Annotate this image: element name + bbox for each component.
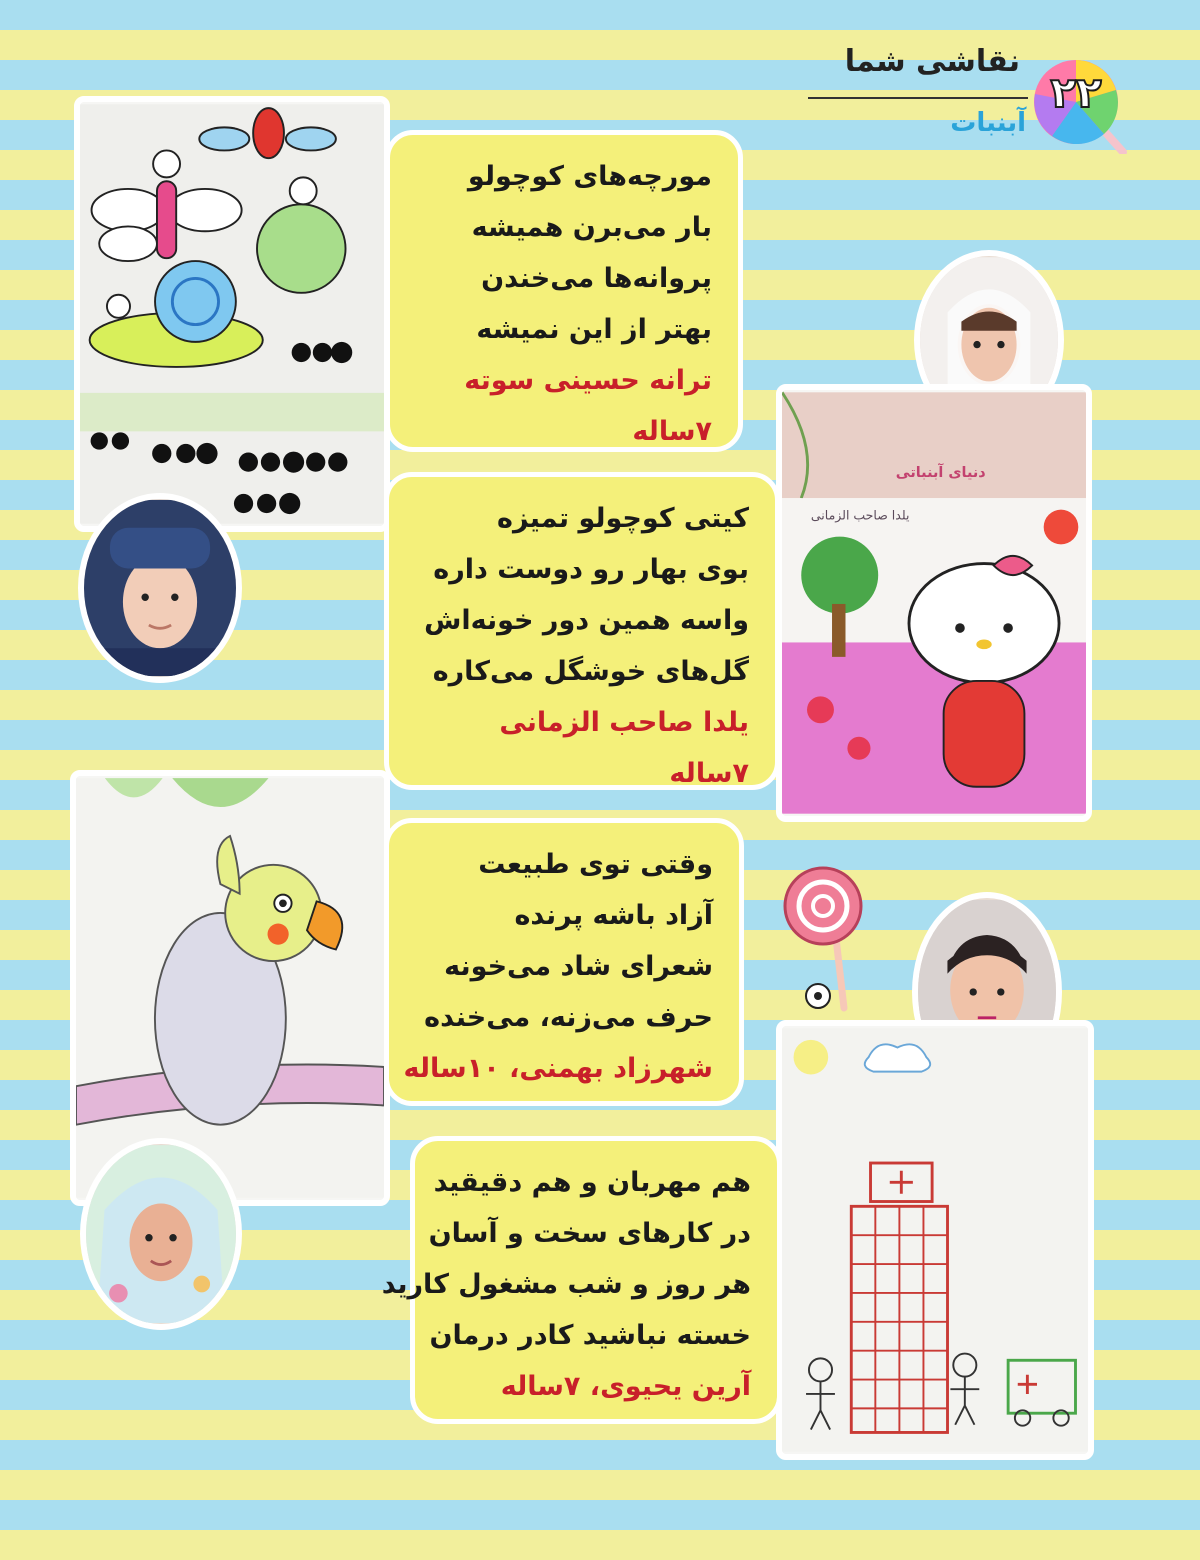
- kitty-signature: یلدا صاحب الزمانی: [810, 507, 910, 523]
- poem-line: مورچه‌های کوچولو: [467, 161, 712, 192]
- poem-line: بار می‌برن همیشه: [471, 212, 712, 243]
- poem-line: آزاد باشه پرنده: [514, 900, 713, 931]
- drawing-hospital: [776, 1020, 1094, 1460]
- portrait-tarane: [78, 493, 242, 683]
- poem-line: پروانه‌ها می‌خندن: [481, 263, 712, 294]
- author-name: یلدا صاحب الزمانی: [499, 707, 749, 738]
- author-name: آرین یحیوی، ۷ساله: [500, 1371, 751, 1402]
- lollipop-decoration-icon: [778, 858, 878, 1018]
- poem-line: بوی بهار رو دوست داره: [433, 554, 749, 585]
- drawing-parrot: [70, 770, 390, 1206]
- page-number: ۲۲: [1050, 68, 1102, 117]
- drawing-kitty: [776, 384, 1092, 822]
- poem-line: وقتی توی طبیعت: [478, 849, 713, 880]
- author-age: ۷ساله: [669, 758, 749, 789]
- poem-line: خسته نباشید کادر درمان: [429, 1320, 751, 1351]
- section-title: نقاشی شما: [844, 44, 1020, 79]
- poem-line: شعرای شاد می‌خونه: [444, 951, 713, 982]
- author-name: شهرزاد بهمنی، ۱۰ساله: [403, 1053, 713, 1084]
- poem-line: در کارهای سخت و آسان: [428, 1218, 751, 1249]
- kitty-caption: دنیای آبنباتی: [895, 464, 986, 481]
- header-divider: [808, 97, 1028, 99]
- author-age: ۷ساله: [632, 416, 712, 447]
- poem-card-ants: [385, 130, 743, 452]
- brand-logo: آبنبات: [950, 108, 1026, 138]
- poem-line: حرف می‌زنه، می‌خنده: [424, 1002, 713, 1033]
- poem-line: هر روز و شب مشغول کارید: [381, 1269, 751, 1300]
- poem-line: واسه همین دور خونه‌اش: [424, 605, 749, 636]
- poem-line: کیتی کوچولو تمیزه: [497, 503, 749, 534]
- author-name: ترانه حسینی سوته: [464, 365, 712, 396]
- poem-line: هم مهربان و هم دقیقید: [433, 1167, 751, 1198]
- poem-card-medics: [381, 1136, 782, 1424]
- poem-line: گل‌های خوشگل می‌کاره: [432, 656, 749, 687]
- poem-card-kitty: [384, 472, 780, 790]
- poem-line: بهتر از این نمیشه: [476, 314, 712, 345]
- poem-card-bird: [384, 818, 744, 1106]
- drawing-insects: [74, 96, 390, 532]
- portrait-shahrzad: [80, 1138, 242, 1330]
